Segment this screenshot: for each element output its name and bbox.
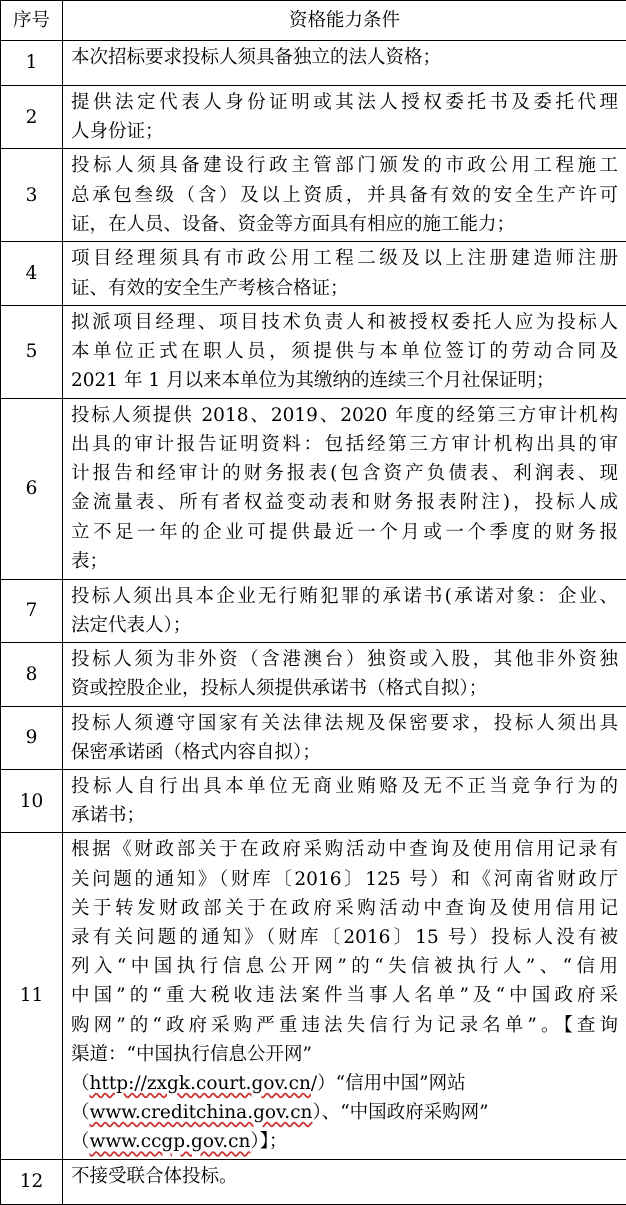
condition-line: 投标人须具备建设行政主管部门颁发的市政公用工程施工 <box>71 151 618 180</box>
ccgp-url: www.ccgp.gov.cn <box>90 1131 251 1152</box>
row-condition <box>63 643 626 706</box>
condition-line: 出具的审计报告证明资料：包括经第三方审计机构出具的审 <box>71 430 618 459</box>
row-number: 1 <box>1 41 63 86</box>
row-number: 10 <box>1 770 63 833</box>
table-row <box>1 398 626 579</box>
condition-line: 本次招标要求投标人须具备独立的法人资格； <box>71 43 618 72</box>
table-row <box>1 242 626 305</box>
header-serial-number: 序号 <box>1 1 63 41</box>
condition-line: 拟派项目经理、项目技术负责人和被授权委托人应为投标人 <box>71 308 618 337</box>
condition-line: 金流量表、所有者权益变动表和财务报表附注)，投标人成 <box>71 488 618 517</box>
url-suffix: /）“信用中国”网站 <box>311 1073 466 1094</box>
url-suffix: ）、“中国政府采购网” <box>312 1102 488 1123</box>
condition-url-line <box>71 1069 618 1098</box>
condition-line: 保密承诺函（格式内容自拟）； <box>71 738 618 767</box>
condition-line: 项目经理须具有市政公用工程二级及以上注册建造师注册 <box>71 244 618 273</box>
condition-line: 投标人须为非外资（含港澳台）独资或入股，其他非外资独 <box>71 645 618 674</box>
condition-url-line <box>71 1127 618 1156</box>
table-row <box>1 1159 626 1204</box>
table-row <box>1 833 626 1159</box>
table-header-row <box>1 1 626 41</box>
row-condition <box>63 305 626 398</box>
row-number: 3 <box>1 149 63 242</box>
row-number: 8 <box>1 643 63 706</box>
row-condition <box>63 398 626 579</box>
condition-line: 证、有效的安全生产考核合格证； <box>71 274 618 303</box>
row-condition <box>63 706 626 769</box>
condition-line: 列入“中国执行信息公开网”的“失信被执行人”、“信用 <box>71 952 618 981</box>
condition-line: 人身份证； <box>71 117 618 146</box>
condition-line: 2021 年 1 月以来本单位为其缴纳的连续三个月社保证明； <box>71 366 618 395</box>
condition-line: 录有关问题的通知》（财库〔2016〕15 号）投标人没有被 <box>71 923 618 952</box>
condition-url-line <box>71 1098 618 1127</box>
condition-line: 计报告和经审计的财务报表(包含资产负债表、利润表、现 <box>71 459 618 488</box>
row-number: 12 <box>1 1159 63 1204</box>
condition-line: 投标人须遵守国家有关法律法规及保密要求，投标人须出具 <box>71 709 618 738</box>
url-prefix: （ <box>71 1073 90 1094</box>
condition-line: 本单位正式在职人员，须提供与本单位签订的劳动合同及 <box>71 337 618 366</box>
url-suffix: ）】； <box>250 1131 287 1152</box>
row-number: 9 <box>1 706 63 769</box>
row-condition <box>63 242 626 305</box>
row-number: 11 <box>1 833 63 1159</box>
row-condition <box>63 149 626 242</box>
row-number: 6 <box>1 398 63 579</box>
table-row <box>1 706 626 769</box>
table-row <box>1 86 626 149</box>
condition-line: 总承包叁级（含）及以上资质，并具备有效的安全生产许可 <box>71 181 618 210</box>
condition-line: 承诺书； <box>71 801 618 830</box>
condition-line: 投标人须提供 2018、2019、2020 年度的经第三方审计机构 <box>71 401 618 430</box>
condition-line: 投标人须出具本企业无行贿犯罪的承诺书(承诺对象：企业、 <box>71 582 618 611</box>
url-prefix: （ <box>71 1131 90 1152</box>
row-condition <box>63 579 626 642</box>
table-row <box>1 579 626 642</box>
condition-line: 提供法定代表人身份证明或其法人授权委托书及委托代理 <box>71 88 618 117</box>
row-condition <box>63 770 626 833</box>
condition-line: 资或控股企业，投标人须提供承诺书（格式自拟）； <box>71 674 618 703</box>
condition-line: 根据《财政部关于在政府采购活动中查询及使用信用记录有 <box>71 835 618 864</box>
row-number: 2 <box>1 86 63 149</box>
header-qualification-conditions: 资格能力条件 <box>63 1 626 41</box>
condition-line: 关于转发财政部关于在政府采购活动中查询及使用信用记 <box>71 894 618 923</box>
condition-line: 投标人自行出具本单位无商业贿赂及无不正当竞争行为的 <box>71 772 618 801</box>
condition-line: 立不足一年的企业可提供最近一个月或一个季度的财务报 <box>71 518 618 547</box>
url-prefix: （ <box>71 1102 90 1123</box>
table-row <box>1 41 626 86</box>
condition-line: 不接受联合体投标。 <box>71 1162 618 1191</box>
row-number: 7 <box>1 579 63 642</box>
row-condition <box>63 1159 626 1204</box>
table-row <box>1 643 626 706</box>
court-url: http://zxgk.court.gov.cn <box>90 1073 311 1094</box>
creditchina-url: www.creditchina.gov.cn <box>90 1102 313 1123</box>
row-number: 4 <box>1 242 63 305</box>
condition-line: 表； <box>71 547 618 576</box>
condition-line: 法定代表人）； <box>71 611 618 640</box>
row-condition <box>63 86 626 149</box>
table-row <box>1 305 626 398</box>
row-condition <box>63 41 626 86</box>
row-number: 5 <box>1 305 63 398</box>
condition-line: 关问题的通知》（财库〔2016〕125 号）和《河南省财政厅 <box>71 865 618 894</box>
table-row <box>1 149 626 242</box>
table-row <box>1 770 626 833</box>
row-condition <box>63 833 626 1159</box>
condition-line: 中国”的“重大税收违法案件当事人名单”及“中国政府采 <box>71 981 618 1010</box>
condition-line: 证，在人员、设备、资金等方面具有相应的施工能力； <box>71 210 618 239</box>
condition-line: 购网”的“政府采购严重违法失信行为记录名单”。【查询 <box>71 1011 618 1040</box>
condition-line: 渠道：“中国执行信息公开网” <box>71 1040 618 1069</box>
